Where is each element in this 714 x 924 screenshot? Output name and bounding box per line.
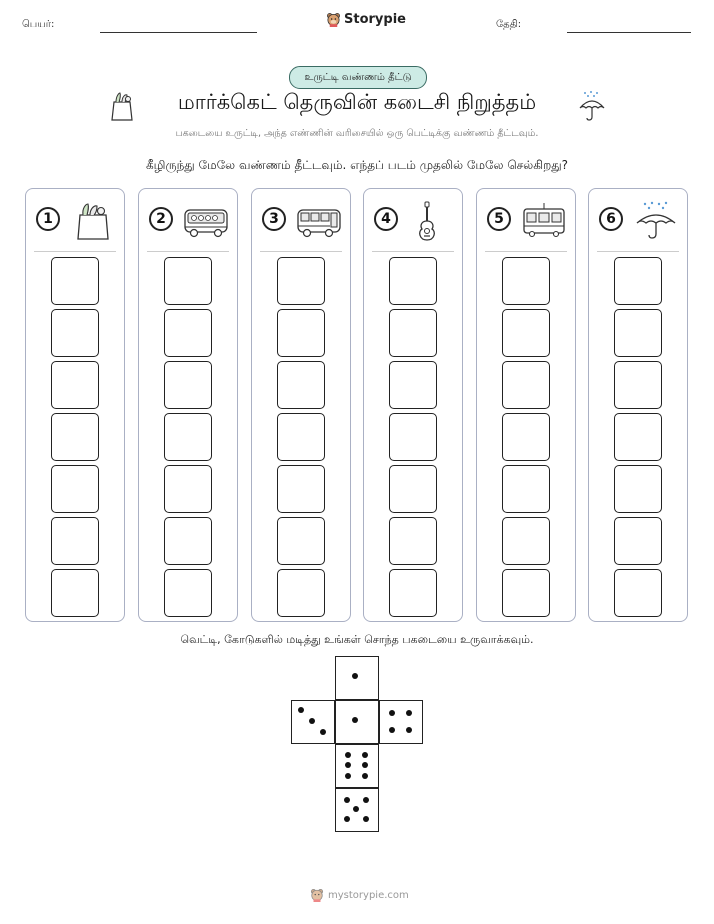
subtitle: பகடையை உருட்டி, அந்த எண்ணின் வரிசையில் ஒரு பெட்டிக்கு வண்ணம் தீட்டவும்.: [175, 128, 539, 139]
column-divider: [260, 251, 342, 252]
color-cell[interactable]: [277, 413, 325, 461]
brand-logo: [326, 12, 406, 27]
color-cell[interactable]: [389, 309, 437, 357]
guitar-icon: [408, 201, 454, 241]
color-cell[interactable]: [502, 517, 550, 565]
color-cell[interactable]: [502, 465, 550, 513]
die-pip: [389, 727, 395, 733]
crowded-bus-icon: [183, 201, 229, 241]
column-6: [588, 188, 688, 622]
color-cell[interactable]: [614, 257, 662, 305]
die-pip: [344, 816, 350, 822]
color-cell[interactable]: [51, 465, 99, 513]
name-line: [100, 32, 257, 33]
column-4: [363, 188, 463, 622]
color-cell[interactable]: [51, 361, 99, 409]
die-pip: [345, 752, 351, 758]
color-cell[interactable]: [164, 569, 212, 617]
brand-name: Storypie: [344, 12, 406, 27]
bus-icon: [296, 201, 342, 241]
die-pip: [298, 707, 304, 713]
color-cell[interactable]: [389, 361, 437, 409]
column-5: [476, 188, 576, 622]
color-cell[interactable]: [164, 361, 212, 409]
color-cell[interactable]: [164, 517, 212, 565]
die-pip: [345, 773, 351, 779]
color-cell[interactable]: [389, 465, 437, 513]
bear-mascot-icon: [310, 888, 324, 902]
umbrella-rain-icon: [577, 90, 607, 122]
color-cell[interactable]: [389, 569, 437, 617]
bear-mascot-icon: [326, 12, 341, 27]
color-cell[interactable]: [51, 257, 99, 305]
color-cell[interactable]: [164, 413, 212, 461]
color-cell[interactable]: [614, 517, 662, 565]
date-line: [567, 32, 691, 33]
footer-url: mystorypie.com: [328, 889, 409, 901]
color-cell[interactable]: [614, 413, 662, 461]
column-number: 5: [487, 207, 511, 231]
color-cell[interactable]: [614, 361, 662, 409]
color-cell[interactable]: [277, 309, 325, 357]
color-cell[interactable]: [277, 465, 325, 513]
color-cell[interactable]: [614, 569, 662, 617]
die-pip: [352, 717, 358, 723]
die-pip: [320, 729, 326, 735]
die-pip: [389, 710, 395, 716]
die-pip: [406, 727, 412, 733]
die-instruction: வெட்டி, கோடுகளில் மடித்து உங்கள் சொந்த பகடையை உருவாக்கவும்.: [180, 633, 534, 646]
die-pip: [362, 773, 368, 779]
color-cell[interactable]: [277, 517, 325, 565]
grocery-bag-icon: [70, 201, 116, 241]
column-number: 3: [262, 207, 286, 231]
die-face-4: [379, 700, 423, 744]
die-pip: [406, 710, 412, 716]
column-divider: [597, 251, 679, 252]
column-divider: [147, 251, 229, 252]
die-pip: [309, 718, 315, 724]
color-cell[interactable]: [51, 309, 99, 357]
die-pip: [362, 762, 368, 768]
color-cell[interactable]: [389, 413, 437, 461]
die-face-3: [291, 700, 335, 744]
color-cell[interactable]: [614, 465, 662, 513]
die-pip: [353, 806, 359, 812]
color-cell[interactable]: [51, 569, 99, 617]
footer: [310, 888, 409, 902]
die-pip: [352, 673, 358, 679]
column-number: 1: [36, 207, 60, 231]
page-title: மார்க்கெட் தெருவின் கடைசி நிறுத்தம்: [177, 90, 537, 114]
activity-badge: உருட்டி வண்ணம் தீட்டு: [289, 66, 427, 89]
color-cell[interactable]: [389, 517, 437, 565]
color-cell[interactable]: [502, 257, 550, 305]
color-cell[interactable]: [277, 569, 325, 617]
color-cell[interactable]: [51, 517, 99, 565]
column-number: 2: [149, 207, 173, 231]
color-cell[interactable]: [51, 413, 99, 461]
tram-icon: [521, 201, 567, 241]
color-cell[interactable]: [277, 257, 325, 305]
column-3: [251, 188, 351, 622]
die-pip: [363, 797, 369, 803]
color-cell[interactable]: [164, 309, 212, 357]
column-2: [138, 188, 238, 622]
die-face-6: [335, 744, 379, 788]
column-divider: [372, 251, 454, 252]
die-face-1: [335, 700, 379, 744]
date-label: தேதி:: [496, 19, 522, 30]
color-cell[interactable]: [502, 309, 550, 357]
color-cell[interactable]: [502, 413, 550, 461]
color-cell[interactable]: [164, 257, 212, 305]
die-pip: [345, 762, 351, 768]
die-face-1: [335, 656, 379, 700]
color-cell[interactable]: [502, 569, 550, 617]
instruction-text: கீழிருந்து மேலே வண்ணம் தீட்டவும். எந்தப் படம் முதலில் மேலே செல்கிறது?: [145, 158, 569, 172]
column-number: 4: [374, 207, 398, 231]
color-cell[interactable]: [389, 257, 437, 305]
die-face-5: [335, 788, 379, 832]
column-divider: [485, 251, 567, 252]
die-pip: [362, 752, 368, 758]
column-divider: [34, 251, 116, 252]
color-cell[interactable]: [277, 361, 325, 409]
color-cell[interactable]: [614, 309, 662, 357]
color-cell[interactable]: [502, 361, 550, 409]
die-pip: [363, 816, 369, 822]
umbrella-rain-icon: [633, 201, 679, 241]
column-number: 6: [599, 207, 623, 231]
die-pip: [344, 797, 350, 803]
color-cell[interactable]: [164, 465, 212, 513]
name-label: பெயர்:: [22, 19, 55, 30]
column-1: [25, 188, 125, 622]
